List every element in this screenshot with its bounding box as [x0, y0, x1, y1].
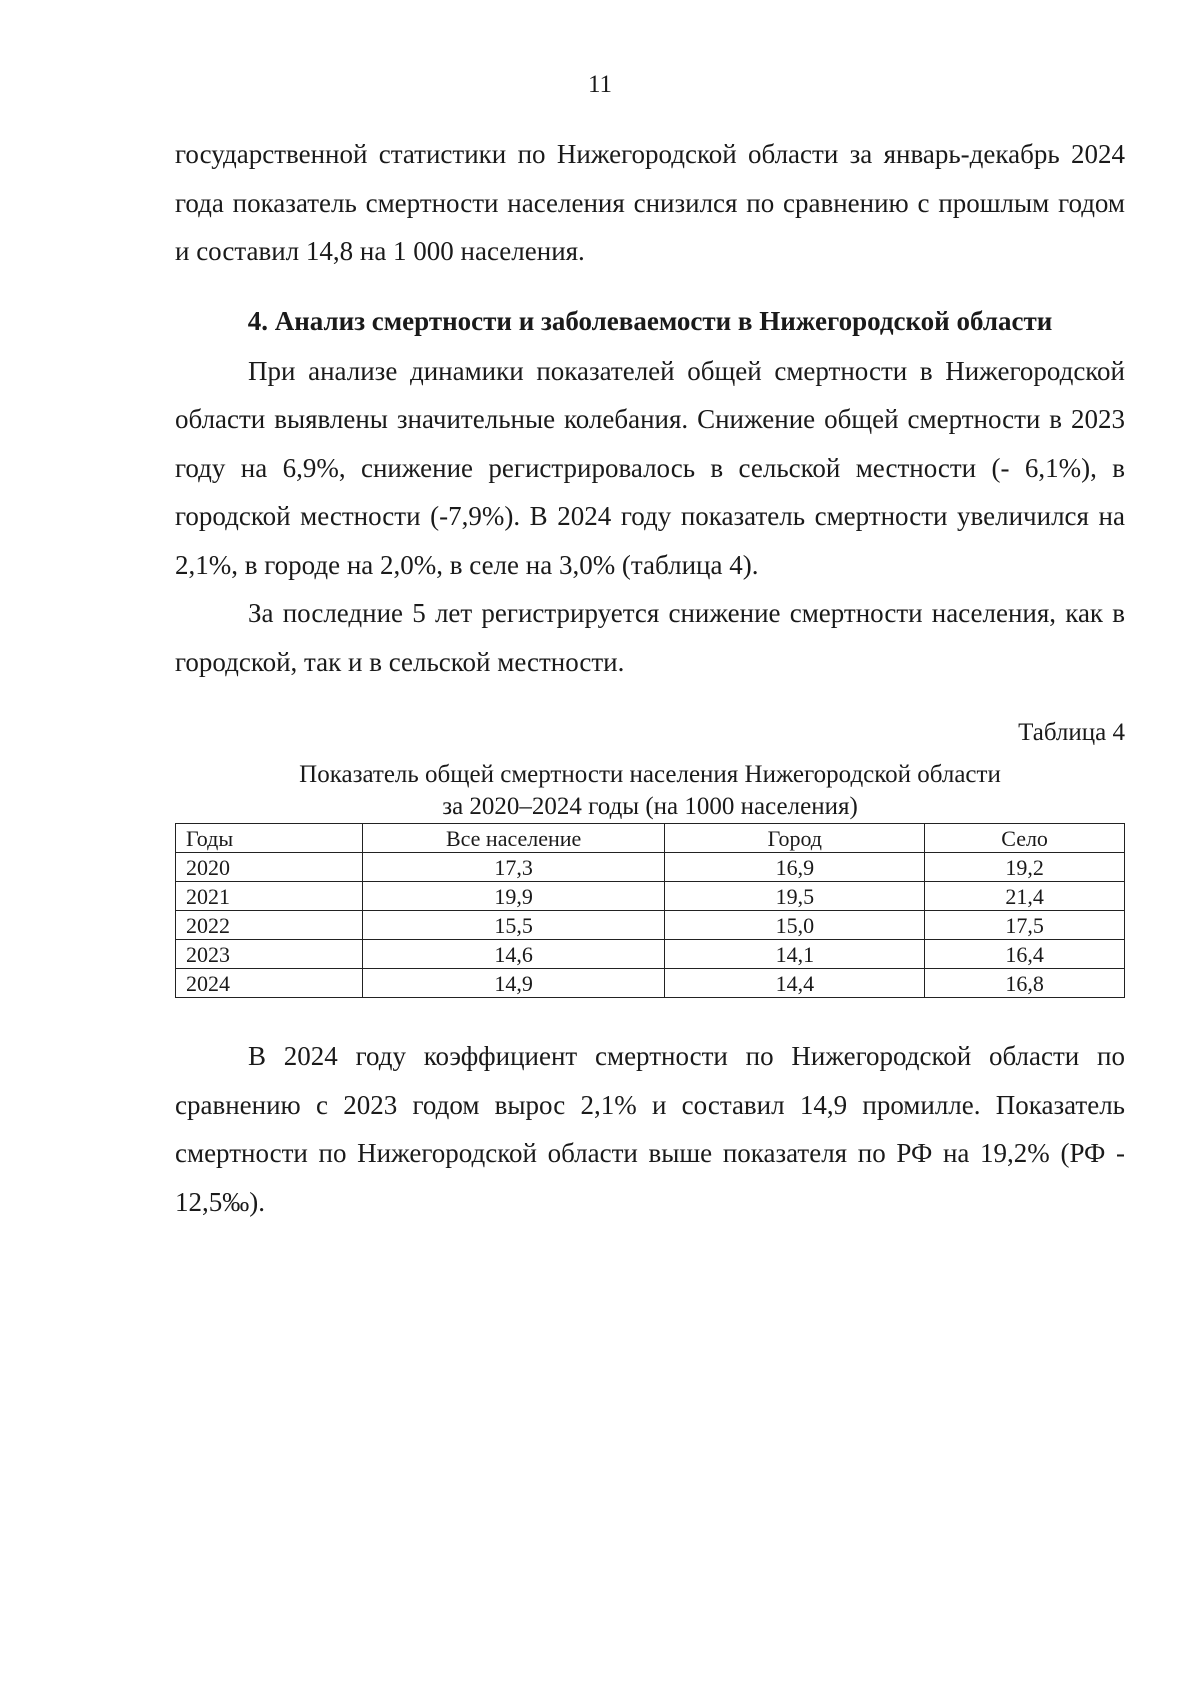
table-caption-line: Показатель общей смертности населения Нижегородской области	[299, 761, 1001, 788]
table-row	[176, 911, 1125, 940]
rural-cell: 16,8	[925, 969, 1125, 998]
header-cell-total: Все население	[362, 824, 665, 853]
header-cell-city: Город	[665, 824, 925, 853]
city-cell: 14,4	[665, 969, 925, 998]
city-cell: 14,1	[665, 940, 925, 969]
city-cell: 15,0	[665, 911, 925, 940]
section-heading: 4. Анализ смертности и заболеваемости в Нижегородской области	[247, 305, 1053, 336]
total-cell: 14,9	[362, 969, 665, 998]
table-row	[176, 882, 1125, 911]
year-cell: 2020	[176, 853, 363, 882]
total-cell: 17,3	[362, 853, 665, 882]
table-caption	[175, 759, 1125, 823]
conclusion-paragraph: В 2024 году коэффициент смертности по Нижегородской области по сравнению с 2023 годом вырос 2,1% и составил 14,9 промилле. Показатель смертности по Нижегородской области выше показателя по РФ на 19,2% (РФ - 12,5‰).	[175, 1041, 1125, 1217]
rural-cell: 19,2	[925, 853, 1125, 882]
table-caption-line: за 2020–2024 годы (на 1000 населения)	[442, 793, 858, 820]
year-cell: 2023	[176, 940, 363, 969]
city-cell: 19,5	[665, 882, 925, 911]
year-cell: 2024	[176, 969, 363, 998]
analysis-paragraph: При анализе динамики показателей общей смертности в Нижегородской области выявлены значительные колебания. Снижение общей смертности в 2023 году на 6,9%, снижение регистрировалось в сельской местности (- 6,1%), в городской местности (-7,9%). В 2024 году показатель смертности увеличился на 2,1%, в городе на 2,0%, в селе на 3,0% (таблица 4).	[175, 355, 1125, 580]
total-cell: 14,6	[362, 940, 665, 969]
total-cell: 19,9	[362, 882, 665, 911]
header-cell-years: Годы	[176, 824, 363, 853]
mortality-table	[175, 823, 1125, 998]
total-cell: 15,5	[362, 911, 665, 940]
year-cell: 2021	[176, 882, 363, 911]
trend-paragraph: За последние 5 лет регистрируется снижение смертности населения, как в городской, так и в сельской местности.	[175, 598, 1125, 677]
rural-cell: 16,4	[925, 940, 1125, 969]
header-cell-rural: Село	[925, 824, 1125, 853]
rural-cell: 17,5	[925, 911, 1125, 940]
table-header-row	[176, 824, 1125, 853]
table-row	[176, 940, 1125, 969]
table-row	[176, 969, 1125, 998]
year-cell: 2022	[176, 911, 363, 940]
city-cell: 16,9	[665, 853, 925, 882]
page-number: 11	[587, 71, 613, 98]
page-content	[175, 130, 1125, 1226]
intro-paragraph: государственной статистики по Нижегородской области за январь-декабрь 2024 года показатель смертности населения снизился по сравнению с прошлым годом и составил 14,8 на 1 000 населения.	[175, 139, 1125, 266]
table-label: Таблица 4	[1018, 719, 1125, 746]
rural-cell: 21,4	[925, 882, 1125, 911]
table-row	[176, 853, 1125, 882]
